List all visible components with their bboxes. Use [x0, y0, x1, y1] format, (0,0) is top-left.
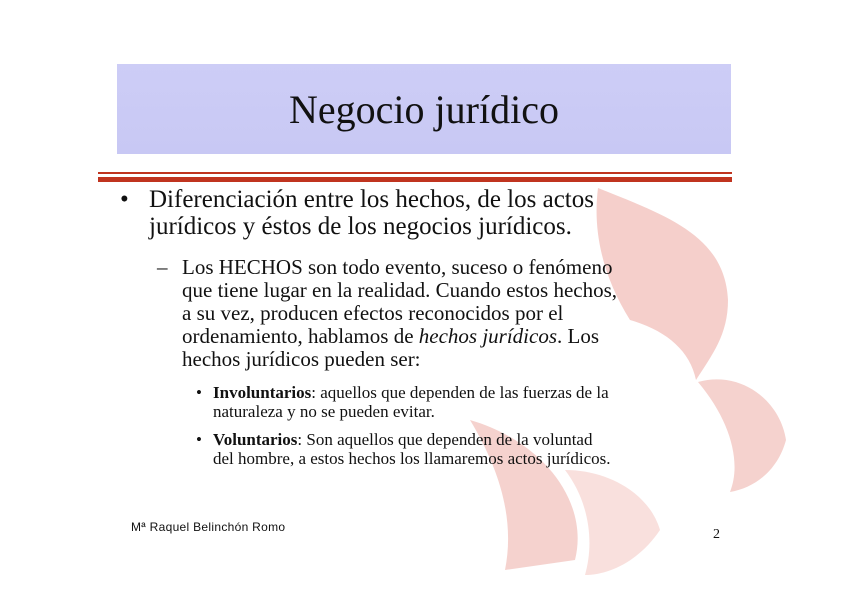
bullet-icon: • [196, 430, 202, 449]
bullet-level2-line: hechos jurídicos pueden ser: [182, 347, 421, 371]
bullet-level3-text [213, 430, 753, 468]
bullet-level3-line [213, 383, 753, 402]
footer-author: Mª Raquel Belinchón Romo [131, 520, 286, 534]
bullet-level2-line: a su vez, producen efectos reconocidos por el [182, 301, 564, 325]
bullet-level3-line: naturaleza y no se pueden evitar. [213, 402, 435, 421]
line-text: : aquellos que dependen de las fuerzas de la [311, 383, 609, 402]
emphasis-term: hechos jurídicos [418, 324, 557, 348]
page-number: 2 [713, 527, 720, 542]
line-text: ordenamiento, hablamos de [182, 324, 419, 348]
title-rule-thick [98, 177, 732, 182]
line-text: : Son aquellos que dependen de la voluntad [297, 430, 593, 449]
bullet-level3-text [213, 383, 753, 421]
bullet-level1-text [149, 186, 709, 240]
term-involuntarios: Involuntarios [213, 383, 312, 402]
bullet-level1-line: jurídicos y éstos de los negocios jurídicos. [149, 213, 572, 240]
bullet-level1-line: Diferenciación entre los hechos, de los actos [149, 186, 594, 213]
bullet-level3-line: del hombre, a estos hechos los llamaremos actos jurídicos. [213, 449, 611, 468]
slide-title: Negocio jurídico [289, 86, 559, 132]
bullet-level2-line: Los HECHOS son todo evento, suceso o fenómeno [182, 255, 613, 279]
bullet-icon: • [120, 186, 129, 213]
line-text: . Los [557, 324, 599, 348]
dash-icon: – [157, 255, 168, 279]
title-rule-thin [98, 172, 732, 174]
term-voluntarios: Voluntarios [213, 430, 298, 449]
title-banner [117, 64, 731, 154]
bullet-level2-text [182, 256, 742, 371]
bullet-icon: • [196, 383, 202, 402]
bullet-level3-line [213, 430, 753, 449]
bullet-level2-line: que tiene lugar en la realidad. Cuando estos hechos, [182, 278, 618, 302]
bullet-level2-line [182, 325, 742, 348]
watermark-emblem-center [565, 470, 660, 575]
